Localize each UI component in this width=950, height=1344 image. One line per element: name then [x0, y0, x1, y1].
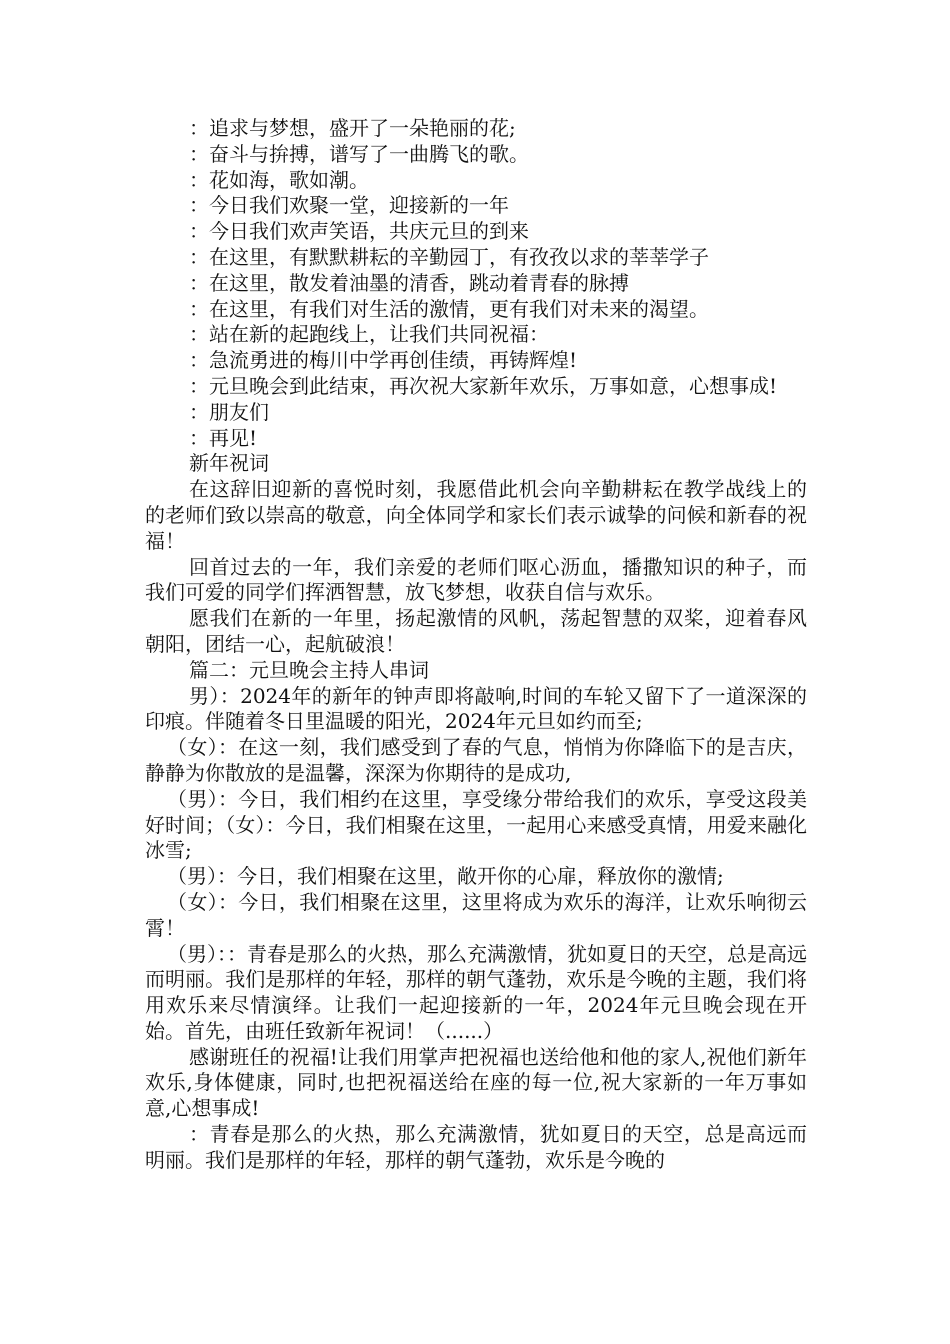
paragraph: ：朋友们: [189, 399, 269, 424]
paragraph: ：在这里，散发着油墨的清香，跳动着青春的脉搏: [189, 270, 629, 295]
section-heading: 新年祝词: [189, 451, 269, 476]
paragraph: ：在这里，有默默耕耘的辛勤园丁，有孜孜以求的莘莘学子: [189, 244, 709, 269]
paragraph: （女）：今日，我们相聚在这里，这里将成为欢乐的海洋，让欢乐响彻云霄！: [145, 889, 807, 940]
paragraph: 男）：2024年的新年的钟声即将敲响,时间的车轮又留下了一道深深的印痕。伴随着冬日里温暖的阳光，2024年元旦如约而至;: [145, 683, 807, 734]
paragraph: ：再见!: [189, 425, 258, 450]
paragraph: 愿我们在新的一年里，扬起激情的风帆，荡起智慧的双桨，迎着春风朝阳，团结一心，起航破浪！: [145, 606, 807, 656]
paragraph: 回首过去的一年，我们亲爱的老师们呕心沥血，播撒知识的种子，而我们可爱的同学们挥洒智慧，放飞梦想，收获自信与欢乐。: [145, 554, 807, 605]
paragraph: ：站在新的起跑线上，让我们共同祝福：: [189, 322, 549, 347]
paragraph: 感谢班任的祝福!让我们用掌声把祝福也送给他和他的家人,祝他们新年欢乐,身体健康，同时,也把祝福送给在座的每一位,祝大家新的一年万事如意,心想事成!: [145, 1044, 807, 1121]
paragraph: 在这辞旧迎新的喜悦时刻，我愿借此机会向辛勤耕耘在教学战线上的的老师们致以崇高的敬意，向全体同学和家长们表示诚挚的问候和新春的祝福！: [145, 477, 807, 553]
section-heading: 篇二：元旦晚会主持人串词: [189, 657, 429, 682]
paragraph: ：奋斗与拚搏，谱写了一曲腾飞的歌。: [189, 141, 529, 166]
paragraph: ：今日我们欢声笑语，共庆元旦的到来: [189, 219, 529, 244]
paragraph: ：花如海，歌如潮。: [189, 167, 369, 192]
paragraph: ：在这里，有我们对生活的激情，更有我们对未来的渴望。: [189, 296, 709, 321]
paragraph: ：今日我们欢聚一堂，迎接新的一年: [189, 193, 509, 218]
paragraph: ：元旦晚会到此结束，再次祝大家新年欢乐，万事如意，心想事成!: [189, 373, 778, 398]
paragraph: （女）：在这一刻，我们感受到了春的气息，悄悄为你降临下的是吉庆，静静为你散放的是温馨，深深为你期待的是成功,: [145, 735, 807, 785]
paragraph: ：急流勇进的梅川中学再创佳绩，再铸辉煌!: [189, 348, 578, 373]
paragraph: ：追求与梦想，盛开了一朵艳丽的花;: [189, 116, 516, 140]
paragraph: （男）：：青春是那么的火热，那么充满激情，犹如夏日的天空，总是高远而明丽。我们是那样的年轻，那样的朝气蓬勃，欢乐是今晚的主题，我们将用欢乐来尽情演绎。让我们一起迎接新的一年，2024年元旦晚会现在开始。首先，由班任致新年祝词！（......）: [145, 941, 807, 1043]
paragraph: （男）：今日，我们相聚在这里，敞开你的心扉，释放你的激情;: [167, 864, 724, 889]
document-page: [145, 116, 807, 1174]
paragraph: （男）：今日，我们相约在这里，享受缘分带给我们的欢乐，享受这段美好时间；（女）：今日，我们相聚在这里，一起用心来感受真情，用爱来融化冰雪;: [145, 786, 807, 863]
paragraph: ：青春是那么的火热，那么充满激情，犹如夏日的天空，总是高远而明丽。我们是那样的年轻，那样的朝气蓬勃，欢乐是今晚的: [145, 1122, 807, 1172]
